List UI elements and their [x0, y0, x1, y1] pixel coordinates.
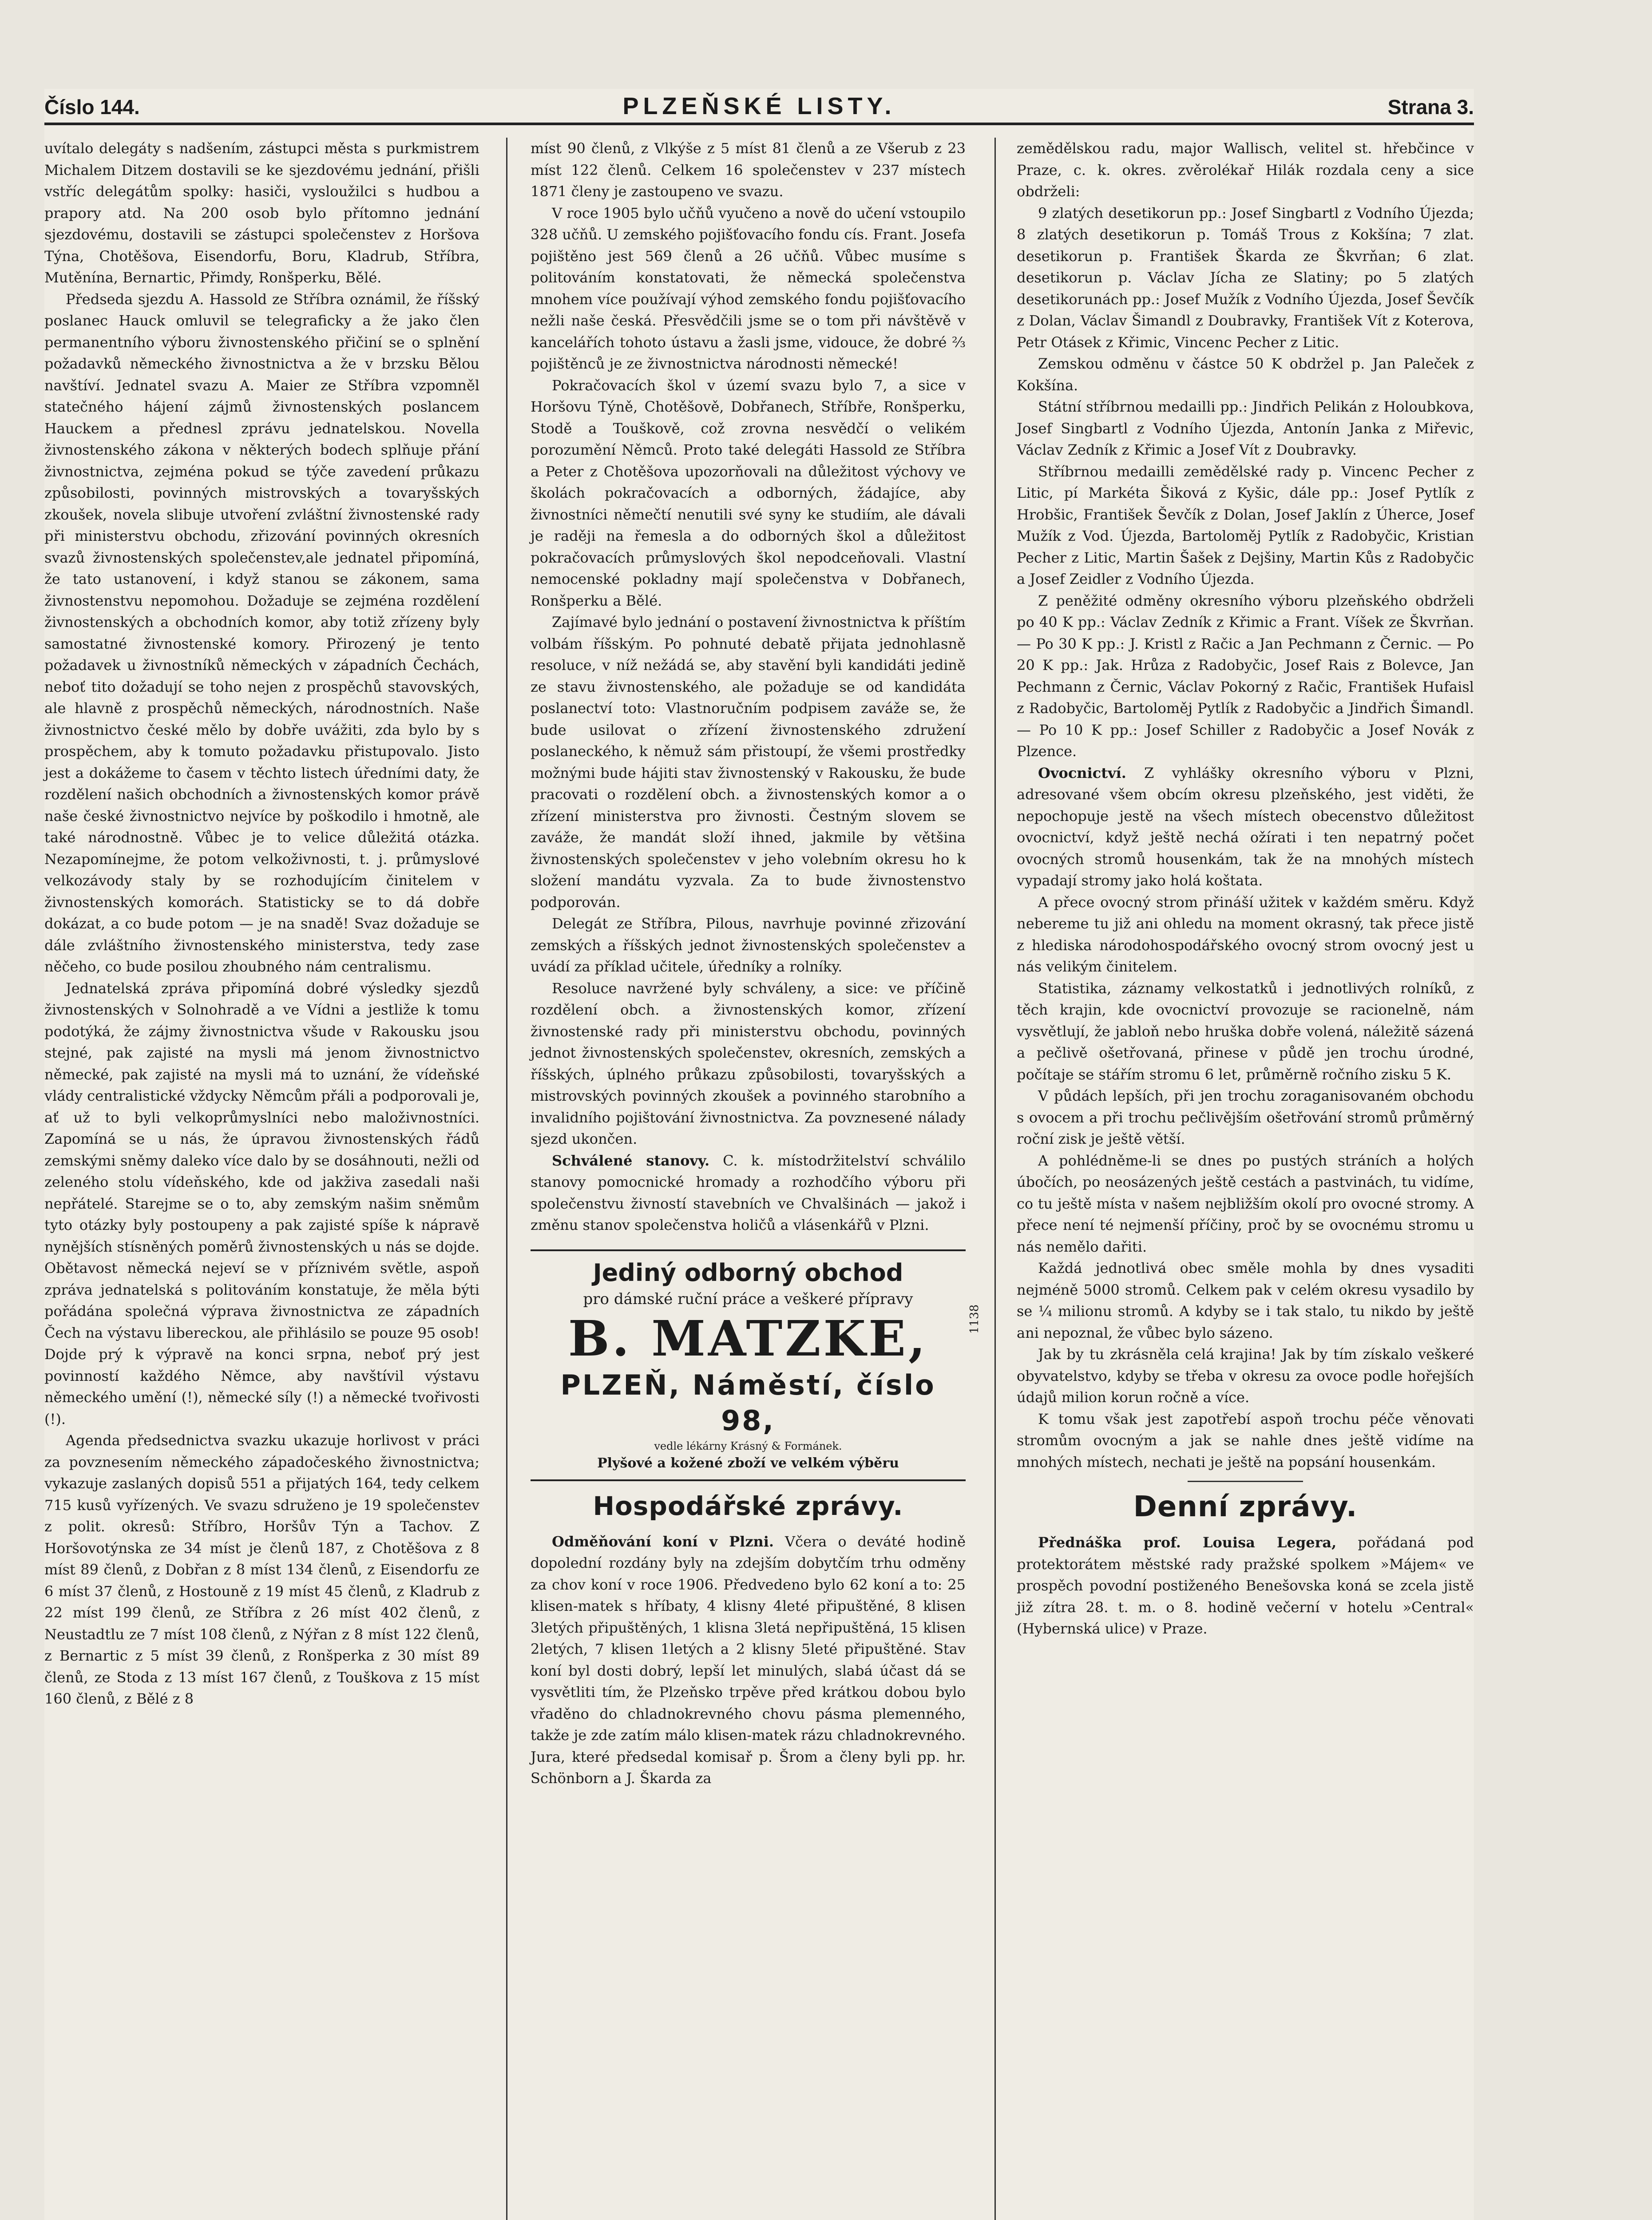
- section-heading: Denní zprávy.: [1133, 1491, 1358, 1523]
- article-paragraph: Agenda předsednictva svazku ukazuje horlivost v práci za povznesením německého západočeského živnostnictva; vykazuje zaslaných dopisů 551 a přijatých 164, tedy celkem 715 kusů vyřízených. Ve svazu sdruženo je 19 společenstev z polit. okresů: Stříbro, Horšův Týn a Tachov. Z Horšovotýnska ze 34 míst je členů 187, z Chotěšova z 8 míst 89 členů, z Dobřan z 8 míst 134 členů, z Eisendorfu ze 6 míst 37 členů, z Hostouně z 19 míst 45 členů, z Kladrub z 22 míst 199 členů, ze Stříbra z 26 míst 402 členů, z Neustadtlu ze 7 míst 108 členů, z Nýřan z 8 míst 122 členů, z Bernartic z 5 míst 39 členů, z Ronšperka z 30 míst 89 členů, ze Stoda z 13 míst 167 členů, z Touškova z 15 míst 160 členů, z Bělé z 8: [44, 1432, 479, 1707]
- page-header: [44, 89, 1474, 125]
- ad-location-note: vedle lékárny Krásný & Formánek.: [654, 1439, 842, 1452]
- article-paragraph: [1017, 762, 1474, 892]
- article-paragraph: Jak by tu zkrásněla celá krajina! Jak by tím získalo veškeré obyvatelstvo, kdyby se třeba v okresu za ovoce podle hořejších údajů milion korun ročně a více.: [1017, 1346, 1474, 1406]
- article-paragraph: K tomu však jest zapotřebí aspoň trochu péče věnovati stromům ovocným a jak se nahle dnes ještě vidíme na mnohých místech, nechati je ještě na popsání housenkám.: [1017, 1410, 1474, 1471]
- column-rule: [994, 138, 996, 2220]
- separator: [1188, 1481, 1303, 1482]
- article-paragraph: Stříbrnou medailli zemědělské rady p. Vincenc Pecher z Litic, pí Markéta Šiková z Kyšic, dále pp.: Josef Pytlík z Hrobšic, František Ševčík z Dolan, Josef Jaklín z Úherce, Josef Mužík z Vod. Újezda, Bartoloměj Pytlík z Radobyčic, Kristian Pecher z Litic, Martin Šašek z Dejšiny, Martin Kůs z Radobyčic a Josef Zeidler z Vodního Újezda.: [1017, 463, 1474, 587]
- ad-company-name: B. MATZKE,: [568, 1309, 928, 1367]
- article-paragraph: uvítalo delegáty s nadšením, zástupci města s purkmistrem Michalem Ditzem dostavili se ke sjezdovému jednání, přišli vstříc delegátům spolky: hasiči, vysloužilci s hudbou a prapory atd. Na 200 osob bylo přítomno jednání sjezdovému, dostavili se zástupci společenstev z Horšova Týna, Chotěšova, Eisendorfu, Boru, Kladrub, Stříbra, Mutěnína, Bernartic, Přimdy, Ronšperku, Bělé.: [44, 140, 479, 286]
- article-title: Odměňování koní v Plzni.: [552, 1533, 774, 1550]
- newspaper-page: [44, 89, 1474, 2220]
- article-text: pořádaná pod protektorátem městské rady pražské spolkem »Májem« ve prospěch povodní postiženého Benešovska koná se zcela jistě již zítra 28. t. m. o 8. hodině večerní v hotelu »Central« (Hybernská ulice) v Praze.: [1017, 1534, 1474, 1637]
- article-paragraph: míst 90 členů, z Vlkýše z 5 míst 81 členů a ze Všerub z 23 míst 122 členů. Celkem 16 společenstev v 237 místech 1871 členy je zastoupeno ve svazu.: [531, 140, 966, 200]
- article-paragraph: V roce 1905 bylo učňů vyučeno a nově do učení vstoupilo 328 učňů. U zemského pojišťovacího fondu cís. Frant. Josefa pojištěno jest 569 členů a 26 učňů. Vůbec musíme s politováním konstatovati, že německá společenstva mnohem více používají výhod zemského fondu pojišťovacího nežli naše česká. Přesvědčili jsme se o tom při návštěvě v kancelářích tohoto ústavu a žasli jsme, vidouce, že dobré ⅔ pojištěnců je ze živnostnictva národnosti německé!: [531, 204, 966, 372]
- article-paragraph: [531, 1531, 966, 1789]
- section-heading: Hospodářské zprávy.: [593, 1491, 903, 1521]
- column-2: [531, 138, 981, 2220]
- article-paragraph: A pohlédněme-li se dnes po pustých stráních a holých úbočích, po neosázených ještě cestách a pastvinách, tu vidíme, co tu ještě místa v našem nejbližším okolí pro ovocné stromy. A přece není té nejmenší příčiny, proč by se ovocnému stromu u nás nemělo dařiti.: [1017, 1152, 1474, 1255]
- article-text: Včera o deváté hodině dopolední rozdány byly na zdejším dobytčím trhu odměny za chov koní v roce 1906. Předvedeno bylo 62 koní a to: 25 klisen-matek s hříbaty, 4 klisny 4leté připuštěné, 8 klisen 3letých připuštěných, 1 klisna 3letá nepřipuštěná, 15 klisen 2letých, 7 klisen 1letých a 2 klisny 5leté připuštěné. Stav koní byl dosti dobrý, lepší let minulých, slabá účast dá se vysvětliti tím, že Plzeňsko trpěve před krátkou dobou bylo vřaděno do chladnokrevného chovu pásma plemenného, takže je zde zatím málo klisen-matek rázu chladnokrevného. Jura, které předsedal komisař p. Šrom a členy byli pp. hr. Schönborn a J. Škarda za: [531, 1533, 966, 1787]
- article-paragraph: Delegát ze Stříbra, Pilous, navrhuje povinné zřizování zemských a říšských jednot živnostenských společenstev a uvádí za příklad učitele, úředníky a rolníky.: [531, 915, 966, 975]
- article-title: Přednáška prof. Louisa Legera,: [1038, 1534, 1337, 1551]
- article-text: Z vyhlášky okresního výboru v Plzni, adresované všem obcím okresu plzeňského, jest viděti, že nepochopuje jestě na všech místech obecenstvo důležitost ovocnictví, když ještě nechá ožírati i ten nepatrný počet ovocných stromů housenkám, tak že na mnohých místech vypadají stromy jako holá koštata.: [1017, 764, 1474, 889]
- article-title: Schválené stanovy.: [552, 1152, 710, 1169]
- ad-code: 1138: [968, 1304, 981, 1334]
- article-paragraph: A přece ovocný strom přináší užitek v každém směru. Když nebereme tu již ani ohledu na moment okrasný, tak přece jistě z hlediska národohospodářského ovocný strom ovocný jest u nás velikým činitelem.: [1017, 893, 1474, 975]
- article-paragraph: [1017, 1532, 1474, 1640]
- article-paragraph: Z peněžité odměny okresního výboru plzeňského obdrželi po 40 K pp.: Václav Zedník z Křimic a Frant. Víšek ze Škvrňan. — Po 30 K pp.: J. Kristl z Račic a Jan Pechmann z Černic. — Po 20 K pp.: Jak. Hrůza z Radobyčic, Josef Rais z Bolevce, Jan Pechmann z Černic, Václav Pokorný z Račic, František Hufaisl z Radobyčic, Bartoloměj Pytlík z Radobyčic a Jindřich Šimandl. — Po 10 K pp.: Josef Schiller z Radobyčic a Josef Novák z Plzence.: [1017, 592, 1474, 760]
- article-paragraph: [531, 1150, 966, 1236]
- article-text: C. k. místodržitelství schválilo stanovy pomocnické hromady a rozhodčího výboru při společenstvu živností stavebních ve Chvalšinách — jakož i změnu stanov společenstva holičů a vlásenkářů v Plzni.: [531, 1152, 966, 1233]
- issue-number: Číslo 144.: [44, 95, 140, 119]
- article-paragraph: Resoluce navržené byly schváleny, a sice: ve příčině rozdělení obch. a živnostenských komor, zřízení živnostenské rady při ministerstvu obchodu, povinných jednot živnostenských společenstev, okresních, zemských a říšských, úplného průkazu způsobilosti, tovaryšských a mistrovských povinných zkoušek a povinného starobního a invalidního pojištování živnostnictva. Za povznesené nálady sjezd ukončen.: [531, 979, 966, 1147]
- masthead-title: PLZEŇSKÉ LISTY.: [622, 93, 896, 119]
- ad-goods: Plyšové a kožené zboží ve velkém výběru: [597, 1455, 899, 1471]
- article-title: Ovocnictví.: [1038, 764, 1126, 781]
- article-paragraph: Statistika, záznamy velkostatků i jednotlivých rolníků, z těch krajin, kde ovocnictví provozuje se racionelně, nám vysvětlují, že jabloň nebo hruška dobře volená, náležitě sázená a pečlivě ošetřovaná, přinese v půdě jen trochu úrodné, počítaje se stářím stromu 6 let, průměrně ročního zisku 5 K.: [1017, 979, 1474, 1083]
- article-paragraph: Státní stříbrnou medailli pp.: Jindřich Pelikán z Holoubkova, Josef Singbartl z Vodního Újezda, Antonín Janka z Miřevic, Václav Zedník z Křimic a Josef Vít z Doubravky.: [1017, 398, 1474, 458]
- article-paragraph: Každá jednotlivá obec směle mohla by dnes vysaditi nejméně 5000 stromů. Celkem pak v celém okresu vysadilo by se ¼ milionu stromů. A kdyby se i tak stalo, tu nikdo by ještě ani nepoznal, že vůbec bylo sázeno.: [1017, 1260, 1474, 1341]
- article-paragraph: Zajímavé bylo jednání o postavení živnostnictva k příštím volbám říšským. Po pohnuté debatě přijata jednohlasně resoluce, v níž nežádá se, aby stavění byli kandidáti jedině ze stavu živnostenského, ale požaduje se od kandidáta poslanectví toto: Vlastnoručním podpisem zaváže se, že bude usilovat o zřízení živnostenského združení poslaneckého, k němuž sám přistoupí, že všemi prostředky možnými bude hájiti stav živnostenský v Rakousku, že bude pracovati o rozdělení obch. a živnostenských komor a o zřízení ministerstva pro živnosti. Čestným slovem se zaváže, že mandát složí ihned, jakmile by většina živnostenských společenstev v jeho volebním okresu ho k složení mandátu vyzvala. Za to bude živnostenstvo podporován.: [531, 614, 966, 911]
- column-rule: [506, 138, 507, 2220]
- article-paragraph: Zemskou odměnu v částce 50 K obdržel p. Jan Paleček z Kokšína.: [1017, 355, 1474, 394]
- article-paragraph: Pokračovacích škol v území svazu bylo 7, a sice v Horšovu Týně, Chotěšově, Dobřanech, Stříbře, Ronšperku, Stodě a Touškově, což zrovna nesvědčí o velikém porozumění Němců. Proto také delegáti Hassold ze Stříbra a Peter z Chotěšova upozorňovali na důležitost výchovy ve školách pokračovacích a odborných, žádajíce, aby živnostníci němečtí nenutili své syny ke studiím, ale dávali je raději na řemesla a do odborných škol a důležitost pokračovacích průmyslových škol nepodceňovali. Vlastní nemocenské pokladny mají společenstva v Dobřanech, Ronšperku a Bělé.: [531, 377, 966, 609]
- column-1: [44, 138, 479, 2220]
- ad-address: PLZEŇ, Náměstí, číslo 98,: [560, 1368, 936, 1437]
- article-paragraph: V půdách lepších, při jen trochu zoraganisovaném obchodu s ovocem a při trochu pečlivějším ošetřování stromů průměrný roční zisk je ještě větší.: [1017, 1087, 1474, 1147]
- ad-headline: Jediný odborný obchod: [593, 1258, 903, 1287]
- column-3: [1017, 138, 1474, 2220]
- article-paragraph: zemědělskou radu, major Wallisch, velitel st. hřebčince v Praze, c. k. okres. zvěrolékař Hilák rozdala ceny a sice obdrželi:: [1017, 140, 1474, 200]
- article-paragraph: Předseda sjezdu A. Hassold ze Stříbra oznámil, že říšský poslanec Hauck omluvil se telegraficky a že jako člen permanentního výboru živnostenského přičiní se o splnění požadavků německého živnostnictva a že v brzsku Bělou navštíví. Jednatel svazu A. Maier ze Stříbra vzpomněl statečného hájení zájmů živnostenských poslancem Hauckem a přednesl zprávu jednatelskou. Novella živnostenského zákona v některých bodech splňuje přání živnostnictva, zejména pokud se týče zavedení průkazu způsobilosti, povinných mistrovských a tovaryšských zkoušek, novela slibuje utvoření zvláštní živnostenské rady při ministerstvu obchodu, zřizování povinných okresních svazů živnostenských společenstev,ale jednatel připomíná, že tato ustanovení, i když stanou se zákonem, sama živnostenstvu nepomohou. Dožaduje se zejména rozdělení živnostenských a obchodních komor, aby totiž zřízeny byly samostatné živnostenské komory. Přirozený je tento požadavek u živnostníků německých v západních Čechách, neboť tito dožadují se toho nejen z prospěchů stavovských, ale hlavně z prospěchů německých, národnostních. Naše živnostnictvo české mělo by dobře uvážiti, zda bylo by s prospěchem, aby k tomuto požadavku přistupovalo. Jisto jest a dokážeme to časem v těchto listech úředními daty, že rozdělení našich obchodních a živnostenských komor právě naše české živnostnictvo nejvíce by poškodilo i hmotně, ale také národnostně. Vůbec je to velice důležitá otázka. Nezapomínejme, že potom velkoživnosti, t. j. průmyslové velkozávody staly by se rozhodujícím činitelem v živnostenských komorách. Statisticky se to dá dobře dokázat, a co bude potom — je na snadě! Svaz dožaduje se dále zvláštního živnostenského ministerstva, tedy zase něčeho, co bude posilou zhoubného nám centralismu.: [44, 290, 479, 975]
- page-number: Strana 3.: [1387, 95, 1474, 119]
- ad-subline: pro dámské ruční práce a veškeré přípravy: [583, 1290, 913, 1308]
- advertisement: [531, 1249, 981, 1481]
- article-paragraph: Jednatelská zpráva připomíná dobré výsledky sjezdů živnostenských v Solnohradě a ve Vídni a jestliže k tomu podotýká, že zájmy živnostnictva všude v Rakousku jsou stejné, pak zajisté na mysli má jenom živnostnictvo německé, pak zajisté na mysli má to uznání, že vídeňské vlády centralistické vždycky Němcům přáli a podporovali je, ať už to byli velkoprůmyslníci nebo maloživnostníci. Zapomíná se u nás, že úpravou živnostenských řádů zemskými sněmy daleko více dalo by se dosáhnouti, nežli od zeleného stolu vídeňského, kde od jakživa zasedali naši nepřátelé. Starejme se o to, aby zemským našim sněmům tyto otázky byly postoupeny a pak zajisté spíše k nápravě nynějších stísněných poměrů živnostenských u nás se dojde. Obětavost německá nejeví se v příznivém světle, aspoň zpráva jednatelská s politováním konstatuje, že měla býti pořádána společná výprava živnostnictva ze západních Čech na výstavu libereckou, ale přihlásilo se pouze 95 osob! Dojde prý k výpravě na konci srpna, neboť prý jest povinností každého Němce, aby navštívil výstavu německého umění (!), německé síly (!) a německé tvořivosti (!).: [44, 979, 479, 1427]
- article-paragraph: 9 zlatých desetikorun pp.: Josef Singbartl z Vodního Újezda; 8 zlatých desetikorun p. Tomáš Trous z Kokšína; 7 zlat. desetikorun p. František Škarda ze Škvrňan; 6 zlat. desetikorun p. Václav Jícha ze Slatiny; po 5 zlatých desetikorunách pp.: Josef Mužík z Vodního Újezda, Josef Ševčík z Dolan, Václav Šimandl z Doubravky, František Vít z Koterova, Petr Otásek z Křimic, Vincenc Pecher z Litic.: [1017, 204, 1474, 351]
